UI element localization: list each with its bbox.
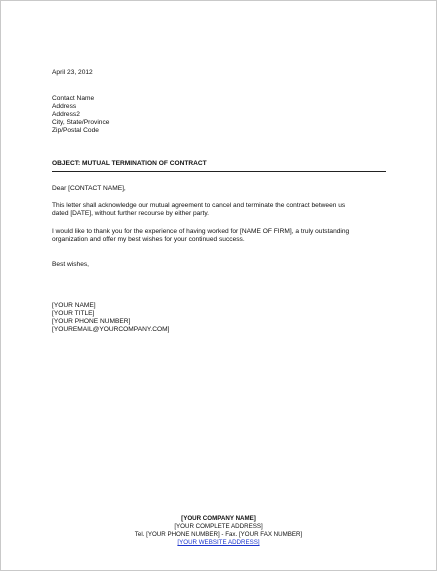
footer-website-link[interactable]: [YOUR WEBSITE ADDRESS] [177, 539, 260, 546]
recipient-name: Contact Name [52, 95, 95, 102]
body-paragraph-1 [52, 202, 386, 218]
signer-title: [YOUR TITLE] [52, 310, 95, 317]
footer-address: [YOUR COMPLETE ADDRESS] [174, 523, 263, 530]
signer-name: [YOUR NAME] [52, 302, 96, 309]
body-paragraph-2-line-1: I would like to thank you for the experience of having worked for [NAME OF FIRM], a truly outstanding [52, 228, 350, 235]
letter-salutation: Dear [CONTACT NAME], [52, 185, 126, 192]
body-paragraph-2 [52, 228, 386, 244]
signature-block [52, 302, 169, 334]
signer-email: [YOUREMAIL@YOURCOMPANY.COM] [52, 326, 170, 333]
recipient-postal-code: Zip/Postal Code [52, 127, 99, 134]
letterhead-footer [1, 515, 436, 547]
letter-subject-heading: OBJECT: MUTUAL TERMINATION OF CONTRACT [52, 160, 386, 172]
body-paragraph-1-line-2: dated [DATE], without further recourse by either party. [52, 210, 209, 217]
letter-closing: Best wishes, [52, 261, 90, 268]
recipient-address-line-1: Address [52, 103, 77, 110]
recipient-address-block [52, 95, 109, 135]
signer-phone: [YOUR PHONE NUMBER] [52, 318, 131, 325]
footer-phone-fax: Tel. [YOUR PHONE NUMBER] - Fax. [YOUR FAX NUMBER] [134, 531, 303, 538]
body-paragraph-2-line-2: organization and offer my best wishes for your continued success. [52, 236, 245, 243]
body-paragraph-1-line-1: This letter shall acknowledge our mutual agreement to cancel and terminate the contract between us [52, 202, 346, 209]
letter-date: April 23, 2012 [52, 69, 93, 76]
footer-company-name: [YOUR COMPANY NAME] [181, 515, 256, 522]
recipient-address-line-2: Address2 [52, 111, 80, 118]
recipient-city-state: City, State/Province [52, 119, 110, 126]
